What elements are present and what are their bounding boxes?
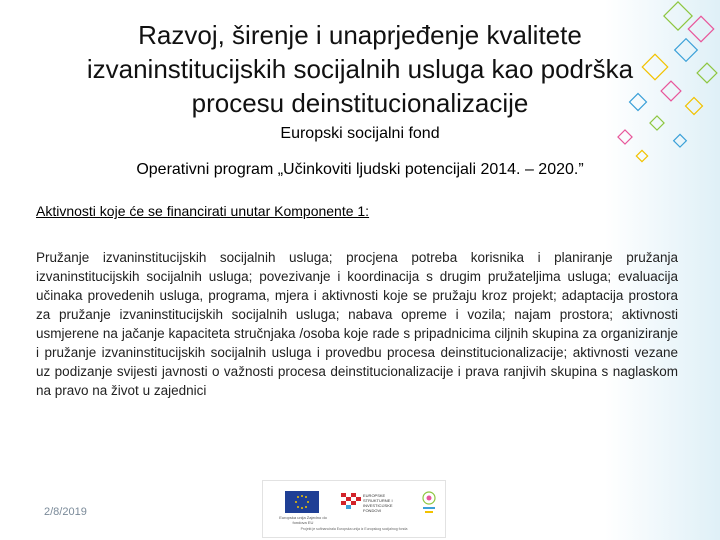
croatia-checkerboard-logo <box>341 493 361 509</box>
slide-date: 2/8/2019 <box>44 506 87 518</box>
deco-diamond <box>688 16 713 41</box>
deco-diamond <box>697 63 717 83</box>
program-subtitle: Operativni program „Učinkoviti ljudski potencijali 2014. – 2020.” <box>136 161 584 178</box>
funding-logos <box>262 480 446 538</box>
eu-logo-text: Europska unija Zajedno do fondova EU <box>279 515 327 525</box>
esf-logo <box>419 489 439 515</box>
activities-paragraph: Pružanje izvaninstitucijskih socijalnih usluga; procjena potreba korisnika i planiranje pružanja izvaninstitucijskih socijalnih usluga; povezivanje i koordinacija s drugim pružateljima usluga; evaluacija učinaka provedenih usluga, programa, mjera i aktivnosti koje se pružaju kroz projekt; adaptacija prostora za pružanje izvaninstitucijskih socijalnih usluga; nabava opreme i vozila; najam prostora; aktivnosti usmjerene na jačanje kapaciteta stručnjaka /osoba koje rade s pripadnicima ciljnih skupina za organiziranje i pružanje izvaninstitucijskih socijalnih usluga i provedbu procesa deinstitucionalizacije; aktivnosti vezane uz podizanje svijesti javnosti o važnosti procesa deinstitucionalizacije i prava ranjivih skupina s naglaskom na pravo na život u zajednici <box>36 250 678 398</box>
esif-logo-text: EUROPSKE STRUKTURNE I INVESTICIJSKE FONDOVI <box>363 493 393 513</box>
funding-caption: Projekt je sufinancirala Europska unija iz Europskog socijalnog fonda <box>300 527 408 531</box>
deco-diamond <box>686 98 703 115</box>
fund-subtitle: Europski socijalni fond <box>280 125 440 142</box>
slide-title: Razvoj, širenje i unaprjeđenje kvalitete izvaninstitucijskih socijalnih usluga kao podrška procesu deinstitucionalizacije <box>86 20 634 118</box>
eu-flag-logo <box>285 491 319 513</box>
section-heading: Aktivnosti koje će se financirati unutar Komponente 1: <box>36 203 370 219</box>
